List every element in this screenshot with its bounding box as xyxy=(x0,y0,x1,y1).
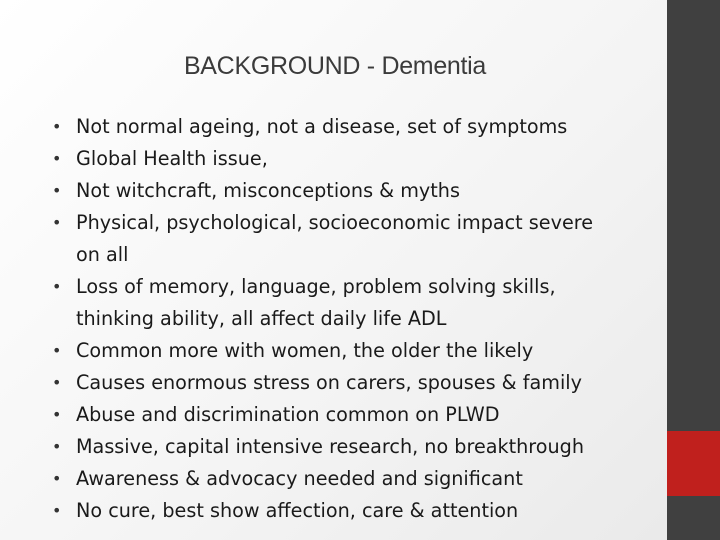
bullet-list xyxy=(52,111,622,527)
decorative-accent-block xyxy=(667,431,720,496)
bullet-item xyxy=(52,271,622,335)
bullet-dot: • xyxy=(52,117,62,136)
bullet-dot: • xyxy=(52,469,62,488)
bullet-item xyxy=(52,399,622,431)
bullet-text: Common more with women, the older the likely xyxy=(76,339,534,362)
bullet-text: Physical, psychological, socioeconomic impact severe on all xyxy=(76,211,594,266)
bullet-text: Global Health issue, xyxy=(76,147,268,170)
bullet-item xyxy=(52,143,622,175)
bullet-text: Awareness & advocacy needed and significant xyxy=(76,467,523,490)
bullet-dot: • xyxy=(52,501,62,520)
slide-title: BACKGROUND - Dementia xyxy=(183,52,487,80)
bullet-dot: • xyxy=(52,181,62,200)
bullet-item xyxy=(52,175,622,207)
bullet-item xyxy=(52,431,622,463)
bullet-dot: • xyxy=(52,405,62,424)
bullet-dot: • xyxy=(52,213,62,232)
bullet-item xyxy=(52,367,622,399)
bullet-text: Not normal ageing, not a disease, set of symptoms xyxy=(76,115,568,138)
bullet-dot: • xyxy=(52,373,62,392)
bullet-text: Not witchcraft, misconceptions & myths xyxy=(76,179,460,202)
bullet-dot: • xyxy=(52,437,62,456)
bullet-dot: • xyxy=(52,277,62,296)
bullet-item xyxy=(52,495,622,527)
bullet-text: Massive, capital intensive research, no breakthrough xyxy=(76,435,585,458)
bullet-text: Abuse and discrimination common on PLWD xyxy=(76,403,500,426)
bullet-item xyxy=(52,111,622,143)
bullet-item xyxy=(52,207,622,271)
bullet-dot: • xyxy=(52,149,62,168)
bullet-item xyxy=(52,463,622,495)
bullet-text: Loss of memory, language, problem solving skills, thinking ability, all affect daily life ADL xyxy=(76,275,556,330)
bullet-item xyxy=(52,335,622,367)
bullet-dot: • xyxy=(52,341,62,360)
bullet-text: Causes enormous stress on carers, spouses & family xyxy=(76,371,582,394)
bullet-text: No cure, best show affection, care & attention xyxy=(76,499,519,522)
